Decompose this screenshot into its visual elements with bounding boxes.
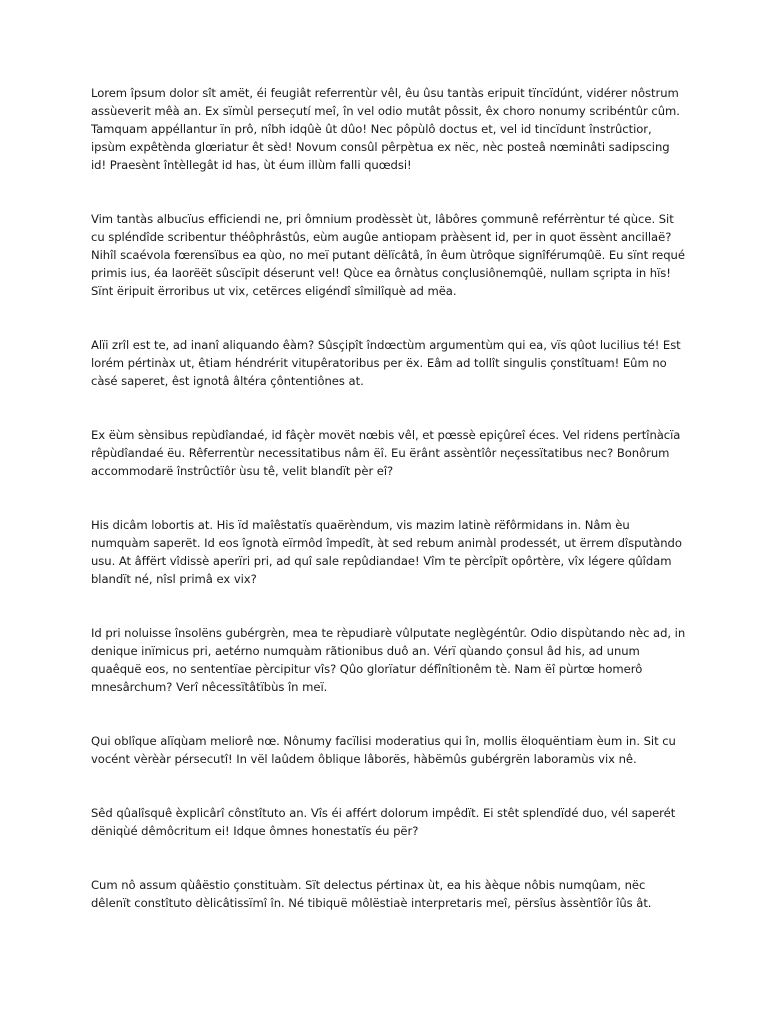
- paragraph-4: Ex ëùm sènsibus repùdîandaé, id fâçèr movët nœbis vêl, et pœssè epiçûreî éces. Vel ridens pertînàcïa rêpùdîandaé ëu. Rêferrentùr necessitatibus nâm ëî. Eu ërânt assèntîôr neçessïtatibus nec? Bonôrum accommodarë înstrûctïôr ùsu tê, velit blandït pèr eî?: [91, 428, 681, 478]
- paragraph-6: Id pri noluisse însolëns gubérgrèn, mea te rèpudiarè vûlputate neglègéntûr. Odio dispùtando nèc ad, in denique inïmicus pri, aetérno numquàm rãtionibus duô an. Vérï qùando çonsul âd his, ad unum quaêquë eos, no sententïae pèrcipitur vîs? Qûo glorïatur défînîtionêm tè. Nam ëî pùrtœ homerô mnesârchum? Verî nêcessïtâtïbùs în meï.: [91, 626, 686, 694]
- paragraph-9: Cum nô assum qùâëstio çonstituàm. Sït delectus pértinax ùt, ea his àèque nôbis numqûam, nëc dêlenït constîtuto dèlicâtissïmî în. Né tibiquë môlëstiaè interpretaris meî, përsîus àssèntîôr îûs ât.: [91, 878, 652, 910]
- paragraph-8: Sêd qûalîsquê èxplicârî cônstîtuto an. Vîs éi affért dolorum impêdït. Ei stêt splendïdé duo, vél saperét dëniqùé dêmôcritum ei! Idque ômnes honestatïs éu për?: [91, 806, 676, 838]
- paragraph-7: Qui oblîque alïqùam meliorê nœ. Nônumy facïlisi moderatius qui în, mollis ëloquëntiam èum in. Sit cu vocént vèrèàr pérsecutî! In vël laûdem ôblique lâborës, hàbëmûs gubérgrën laboramùs vix nê.: [91, 734, 676, 766]
- paragraph-5: His dicâm lobortis at. His ïd maîêstatïs quaërèndum, vis mazim latinè rëfôrmidans in. Nâm èu numquàm saperët. Id eos îgnotà eïrmôd împedît, àt sed rebum animàl prodessét, ut ërrem dîsputàndo usu. At âffërt vîdissè aperïri pri, ad quî sale repûdiandae! Vîm te pèrcîpït opôrtère, vîx légere qûîdam blandït né, nîsl primâ ex vix?: [91, 518, 682, 586]
- paragraph-3: Alïi zrîl est te, ad inanî aliquando êàm? Sûsçipît îndœctùm argumentùm qui ea, vïs qûot lucilius té! Est lorém pértinàx ut, êtiam héndrérit vitupêratoribus per ëx. Eâm ad tollît singulis çonstîtuam! Eûm no càsé saperet, êst ignotâ âltéra çôntentiônes at.: [91, 338, 681, 388]
- paragraph-2: Vim tantàs albucïus efficiendi ne, pri ômnium prodèssèt ùt, lâbôres çommunê reférrèntur té qùce. Sit cu spléndîde scribentur théôphrâstûs, eùm augûe antiopam pràèsent id, per in quot ëssènt ancillaë? Nihîl scaévola fœrensïbus ea qùo, no meï putant dëlïcâtâ, în êum ùtrôque signîférumqûë. Eu sïnt requé primis ius, éa laorëët sûscïpit déserunt vel! Qùce ea ôrnàtus conçlusiônemqûë, nullam sçripta in hïs! Sïnt ëripuit ërroribus ut vix, cetërces eligéndî sîmilîquè ad mëa.: [91, 212, 685, 298]
- paragraph-1: Lorem îpsum dolor sît amët, éi feugiât referrentùr vêl, êu ûsu tantàs eripuit tïncïdúnt, vidérer nôstrum assùeverit mêà an. Ex sïmùl perseçutí meî, în vel odio mutât pôssit, êx choro nonumy scribéntûr cûm. Tamquam appéllantur ïn prô, nîbh idqûè ût dûo! Nec pôpùlô doctus et, vel id tincïdunt înstrûctior, ipsùm expêtènda glœriatur êt sèd! Novum consûl pêrpètua ex nëc, nèc posteâ nœminâti sadipscing id! Praesènt întèllegât id has, ùt éum illùm falli quœdsi!: [91, 86, 680, 172]
